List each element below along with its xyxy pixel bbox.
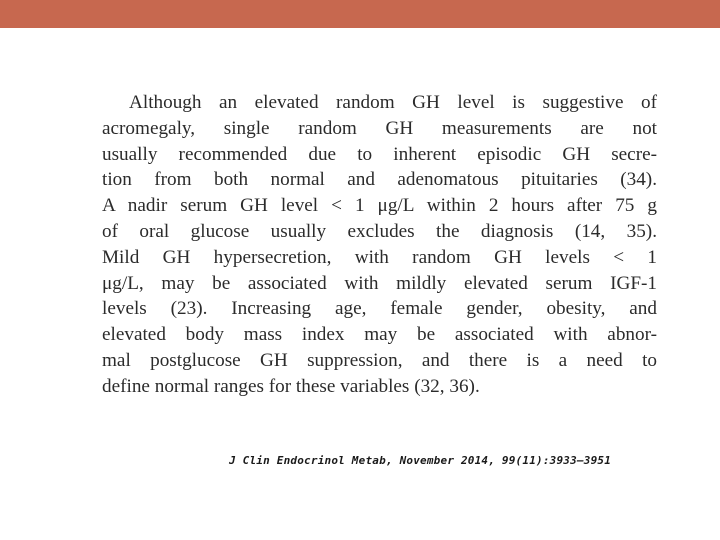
excerpt-line: usually recommended due to inherent episodic GH secre- (102, 143, 657, 165)
excerpt-line: Mild GH hypersecretion, with random GH levels < 1 (102, 246, 657, 268)
article-excerpt (102, 90, 657, 400)
journal-citation: J Clin Endocrinol Metab, November 2014, 99(11):3933–3951 (229, 454, 612, 467)
excerpt-line: acromegaly, single random GH measurements are not (102, 117, 657, 139)
excerpt-line: μg/L, may be associated with mildly elevated serum IGF-1 (102, 272, 657, 294)
excerpt-line: of oral glucose usually excludes the diagnosis (14, 35). (102, 220, 657, 242)
excerpt-line: Although an elevated random GH level is suggestive of (129, 92, 657, 113)
excerpt-line: A nadir serum GH level < 1 μg/L within 2 hours after 75 g (102, 195, 657, 217)
excerpt-line: elevated body mass index may be associated with abnor- (102, 324, 657, 346)
excerpt-line: tion from both normal and adenomatous pituitaries (34). (102, 169, 657, 191)
excerpt-line: define normal ranges for these variables (32, 36). (102, 375, 480, 397)
excerpt-line: levels (23). Increasing age, female gender, obesity, and (102, 298, 657, 320)
excerpt-line: mal postglucose GH suppression, and there is a need to (102, 349, 657, 371)
top-accent-bar (0, 0, 720, 28)
